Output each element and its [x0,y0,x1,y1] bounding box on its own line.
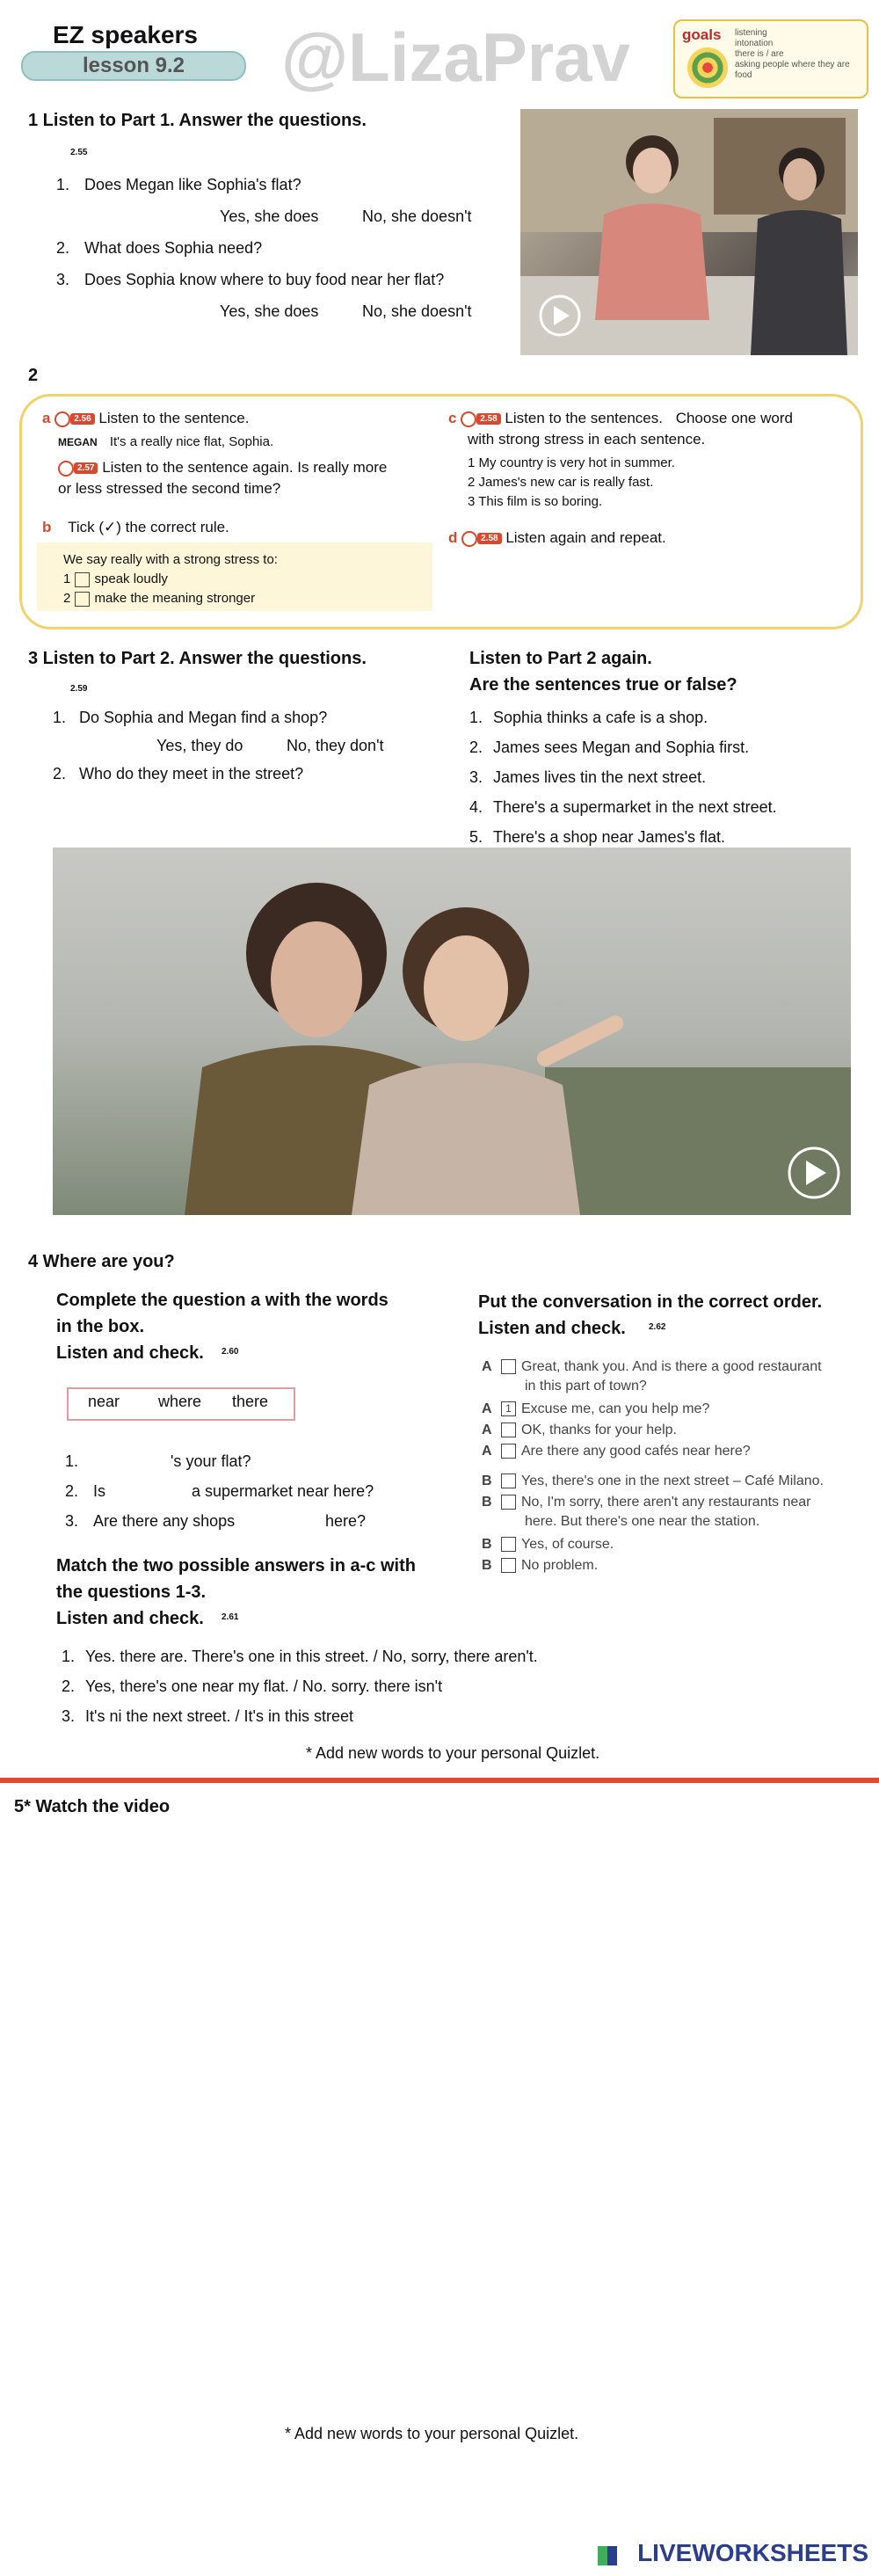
answer-option[interactable]: Yes, she does [220,207,319,225]
audio-number: 2.62 [649,1322,666,1332]
tf-item[interactable] [469,709,708,727]
conv-text: here. But there's one near the station. [525,1514,760,1529]
answer-line[interactable] [62,1648,538,1666]
order-box[interactable] [501,1423,516,1437]
word-chip[interactable]: where [158,1393,202,1410]
quizlet-note: * Add new words to your personal Quizlet. [285,2425,579,2442]
item-number: 3. [469,768,483,786]
question-number: 2. [56,239,70,257]
question-text: Do Sophia and Megan find a shop? [79,709,328,726]
section-2-number: 2 [28,366,39,385]
checkbox[interactable] [75,592,90,607]
conv-line [482,1495,811,1510]
item-text: Sophia thinks a cafe is a shop. [493,709,708,726]
tf-item[interactable] [469,828,725,847]
instruction: Listen to the sentence. [98,410,250,426]
conv-line [482,1401,709,1417]
instruction-heading: Listen and check. [56,1609,204,1628]
speaker-letter: A [482,1359,492,1374]
item-number: 2. [469,739,483,756]
tf-item[interactable] [469,739,749,757]
speaker-letter: B [482,1495,492,1510]
conv-text: Excuse me, can you help me? [521,1401,710,1416]
kitchen-scene [520,109,858,355]
goal-item: asking people where they are [735,60,850,69]
gap-suffix: a supermarket near here? [192,1482,374,1500]
part-a-2 [58,459,387,477]
question-number: 2. [53,765,67,782]
rule-option-2 [63,591,255,607]
part-letter: c [448,410,457,426]
answer-option[interactable]: Yes, they do [156,737,243,754]
instruction-heading: Put the conversation in the correct order. [478,1292,823,1312]
audio-tag: 2.58 [477,533,501,544]
item-text: Yes. there are. There's one in this street. / No, sorry, there aren't. [85,1648,538,1665]
item-number: 1. [469,709,483,726]
video-area[interactable] [53,1837,826,2400]
watermark: @LizaPrav [281,18,630,96]
tf-item[interactable] [469,798,777,817]
instruction: Tick (✓) the correct rule. [68,519,229,535]
rule-option-1 [63,571,168,587]
section-1-heading: 1 Listen to Part 1. Answer the questions. [28,111,367,130]
item-number: 2. [62,1677,76,1695]
play-icon[interactable] [461,411,476,427]
audio-tag: 2.58 [476,413,500,425]
conv-line [482,1558,598,1574]
quote: It's a really nice flat, Sophia. [109,434,274,449]
answer-line[interactable] [62,1707,353,1726]
conv-text: Yes, of course. [521,1537,614,1552]
order-box[interactable] [501,1444,516,1459]
audio-number: 2.60 [222,1347,239,1357]
conv-line [482,1359,822,1375]
instruction-heading: in the box. [56,1317,144,1336]
conv-text: OK, thanks for your help. [521,1423,677,1437]
option-number: 1 [63,571,71,586]
checkbox[interactable] [75,572,90,587]
item-number: 1. [62,1648,76,1665]
lesson-badge: lesson 9.2 [21,51,246,81]
instruction-heading: Listen and check. [56,1343,204,1363]
goal-item: listening [735,28,767,38]
goals-box [673,19,868,98]
part-letter: d [448,529,458,546]
item-text: There's a supermarket in the next street. [493,798,777,816]
item-number: 4. [469,798,483,816]
conv-text: No, I'm sorry, there aren't any restaurants near [521,1495,811,1510]
part-d [448,529,666,547]
gap-number: 1. [65,1452,79,1470]
answer-option[interactable]: No, they don't [287,737,384,754]
goal-item: food [735,70,752,80]
speaker-letter: B [482,1474,492,1488]
goal-item: there is / are [735,49,784,59]
conv-text: Yes, there's one in the next street – Café Milano. [521,1474,824,1488]
gap-suffix: here? [325,1512,367,1530]
item-number: 5. [469,828,483,846]
instruction: with strong stress in each sentence. [468,431,706,448]
item-text: James sees Megan and Sophia first. [493,739,750,756]
word-chip[interactable]: near [88,1393,120,1410]
gap-prefix: Are there any shops [93,1512,236,1530]
item-text: There's a shop near James's flat. [493,828,726,846]
instruction: or less stressed the second time? [58,480,281,497]
quote-line [58,434,273,449]
conv-line [482,1423,677,1438]
question-text: Who do they meet in the street? [79,765,304,782]
answer-option[interactable]: Yes, she does [220,302,319,320]
speaker: MEGAN [58,436,98,448]
rule-text: We say really with a strong stress to: [63,552,278,567]
goal-item: intonation [735,39,774,48]
audio-number: 2.55 [70,148,88,157]
sentence: 2 James's new car is really fast. [468,475,654,490]
question-text: What does Sophia need? [84,239,263,257]
speaker-letter: B [482,1537,492,1552]
gap-number: 2. [65,1482,79,1500]
street-scene [53,848,851,1215]
question-number: 3. [56,271,70,288]
question-number: 1. [53,709,67,726]
item-text: It's ni the next street. / It's in this street [85,1707,354,1725]
instruction-heading: Match the two possible answers in a-c with [56,1556,416,1575]
tf-heading: Are the sentences true or false? [469,675,737,695]
conv-text: No problem. [521,1558,599,1573]
instruction-heading: Complete the question a with the words [56,1291,389,1310]
question-number: 1. [56,176,70,193]
kitchen-photo[interactable] [520,109,858,355]
conv-line [482,1474,824,1489]
part-b [42,519,229,536]
conv-line [482,1537,614,1553]
part-letter: a [42,410,51,426]
answer-line[interactable] [62,1677,442,1696]
section-3-heading: 3 Listen to Part 2. Answer the questions. [28,649,367,668]
street-video[interactable] [53,848,851,1215]
part-a [42,410,249,427]
section-5-heading: 5* Watch the video [14,1797,171,1816]
liveworksheets-logo-icon [598,2546,617,2565]
goals-list [735,28,862,81]
instruction-heading: the questions 1-3. [56,1583,207,1602]
sentence: 3 This film is so boring. [468,494,603,509]
play-icon[interactable] [54,411,70,427]
audio-tag: 2.56 [70,413,94,425]
part-c [448,410,793,427]
order-box[interactable] [501,1474,516,1488]
instruction: Choose one word [675,410,793,426]
speaker-letter: B [482,1558,492,1573]
speaker-letter: A [482,1401,492,1416]
conv-text: Are there any good cafés near here? [521,1444,751,1459]
item-number: 3. [62,1707,76,1725]
audio-number: 2.61 [222,1612,239,1622]
gap-number: 3. [65,1512,79,1530]
option-label: make the meaning stronger [94,591,256,606]
instruction-heading: Listen and check. [478,1319,626,1338]
goals-title: goals [682,26,722,43]
order-box[interactable] [501,1359,516,1374]
brand-logo: LIVEWORKSHEETS [637,2539,868,2566]
sentence: 1 My country is very hot in summer. [468,455,675,470]
conv-text: in this part of town? [525,1379,647,1394]
order-box[interactable] [501,1558,516,1573]
instruction: Listen again and repeat. [505,529,666,546]
order-box[interactable] [501,1495,516,1510]
question-text: Does Sophia know where to buy food near her flat? [84,271,445,288]
speaker-letter: A [482,1423,492,1437]
audio-tag: 2.57 [74,462,98,474]
tf-item[interactable] [469,768,706,787]
divider [0,1778,879,1783]
order-box[interactable]: 1 [501,1401,516,1416]
tf-heading: Listen to Part 2 again. [469,649,652,668]
instruction: Listen to the sentences. [505,410,663,426]
instruction: Listen to the sentence again. Is really more [102,459,388,476]
section-4-heading: 4 Where are you? [28,1252,175,1271]
part-letter: b [42,519,52,535]
option-label: speak loudly [94,571,168,586]
conv-line [482,1444,751,1459]
item-text: Yes, there's one near my flat. / No. sorry. there isn't [85,1677,443,1695]
word-chip[interactable]: there [232,1393,269,1410]
gap-suffix: 's your flat? [171,1452,251,1470]
gap-prefix: Is [93,1482,106,1500]
order-box[interactable] [501,1537,516,1552]
quizlet-note: * Add new words to your personal Quizlet. [306,1744,600,1762]
conv-text: Great, thank you. And is there a good restaurant [521,1359,822,1374]
item-text: James lives tin the next street. [493,768,707,786]
speaker-letter: A [482,1444,492,1459]
question-text: Does Megan like Sophia's flat? [84,176,301,193]
play-icon[interactable] [58,461,74,477]
page-title: EZ speakers [53,21,198,48]
option-number: 2 [63,591,71,606]
play-icon[interactable] [461,531,477,547]
audio-number: 2.59 [70,684,88,694]
answer-option[interactable]: No, she doesn't [362,302,472,320]
target-icon [687,47,728,88]
answer-option[interactable]: No, she doesn't [362,207,472,225]
